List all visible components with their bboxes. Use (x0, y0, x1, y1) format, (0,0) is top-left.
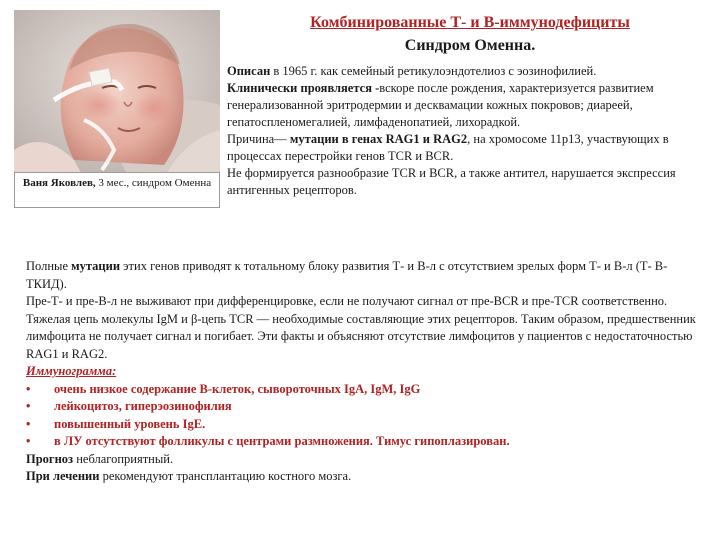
bullet-icon: • (26, 399, 31, 413)
photo-caption-text: 3 мес., синдром Оменна (95, 177, 212, 189)
intro-paragraph-clinical (227, 80, 705, 131)
cause-text: , на хромосоме 11р13, участвующих в процессах перестройки генов TCR и BCR. (227, 132, 669, 163)
prognosis-line (26, 451, 706, 469)
list-item (26, 398, 706, 416)
intro-paragraph-diversity: Не формируется разнообразие TCR и BCR, а также антител, нарушается экспрессия антигенных рецепторов. (227, 166, 676, 197)
immunogram-item: в ЛУ отсутствуют фолликулы с центрами размножения. Тимус гипоплазирован. (54, 434, 510, 448)
prognosis-text: неблагоприятный. (73, 451, 174, 466)
treatment-text: рекомендуют трансплантацию костного мозга. (99, 469, 352, 483)
described-label: Описан (227, 64, 271, 78)
bullet-icon: • (26, 434, 31, 448)
list-item (26, 381, 706, 399)
immunogram-heading: Иммунограмма: (26, 364, 117, 378)
bullet-icon: • (26, 381, 31, 396)
clinical-text: вскоре после рождения, характеризуется развитием генерализованной эритродермии и десквамации кожных покровов; диареей, гепатоспленомегалией, лимфаденопатией, лихорадкой. (227, 81, 654, 129)
treatment-line (26, 468, 706, 486)
clinical-label: Клинически проявляется - (227, 81, 380, 95)
immunogram-item: повышенный уровень IgE. (54, 416, 206, 431)
mutations-word: мутации (71, 259, 121, 273)
slide-title: Комбинированные Т- и В-иммунодефициты (310, 14, 630, 31)
cause-mutations: мутации в генах RAG1 и RAG2 (289, 132, 468, 146)
mutations-text: этих генов приводят к тотальному блоку развития Т- и В-л с отсутствием зрелых форм Т- и В-л (Т- В-ТКИД). (26, 259, 668, 291)
list-item (26, 433, 706, 451)
intro-paragraph-described (227, 63, 705, 80)
slide-subtitle: Синдром Оменна. (404, 37, 536, 54)
described-text: в 1965 г. как семейный ретикулоэндотелиоз с эозинофилией. (270, 64, 597, 78)
intro-paragraph-cause (227, 131, 705, 165)
prognosis-label: Прогноз (26, 451, 74, 466)
bullet-icon: • (26, 416, 31, 431)
body-paragraph-mutations (26, 258, 706, 293)
cause-label: Причина— (227, 132, 290, 146)
body-paragraph-differentiation: Пре-Т- и пре-В-л не выживают при дифференцировке, если не получают сигнал от пре-BCR и пре-TCR соответственно. Тяжелая цепь молекулы IgM и β-цепь TCR — необходимые составляющие этих рецепторов. Таким образом, предшественник лимфоцита не получает сигнал и погибает. Эти факты и объясняют отсутствие лимфоцитов у пациентов с недостаточностью RAG1 и RAG2. (26, 294, 696, 361)
treatment-label: При лечении (26, 469, 100, 483)
immunogram-item: лейкоцитоз, гиперэозинофилия (54, 399, 232, 413)
list-item (26, 416, 706, 434)
body-text-block (26, 258, 706, 486)
patient-photo (14, 10, 220, 178)
photo-caption-name: Ваня Яковлев, (22, 177, 96, 189)
intro-text-block (227, 63, 705, 199)
immunogram-item: очень низкое содержание В-клеток, сывороточных IgA, IgM, IgG (54, 381, 421, 396)
photo-caption (14, 172, 220, 208)
mutations-prefix: Полные (26, 259, 72, 273)
